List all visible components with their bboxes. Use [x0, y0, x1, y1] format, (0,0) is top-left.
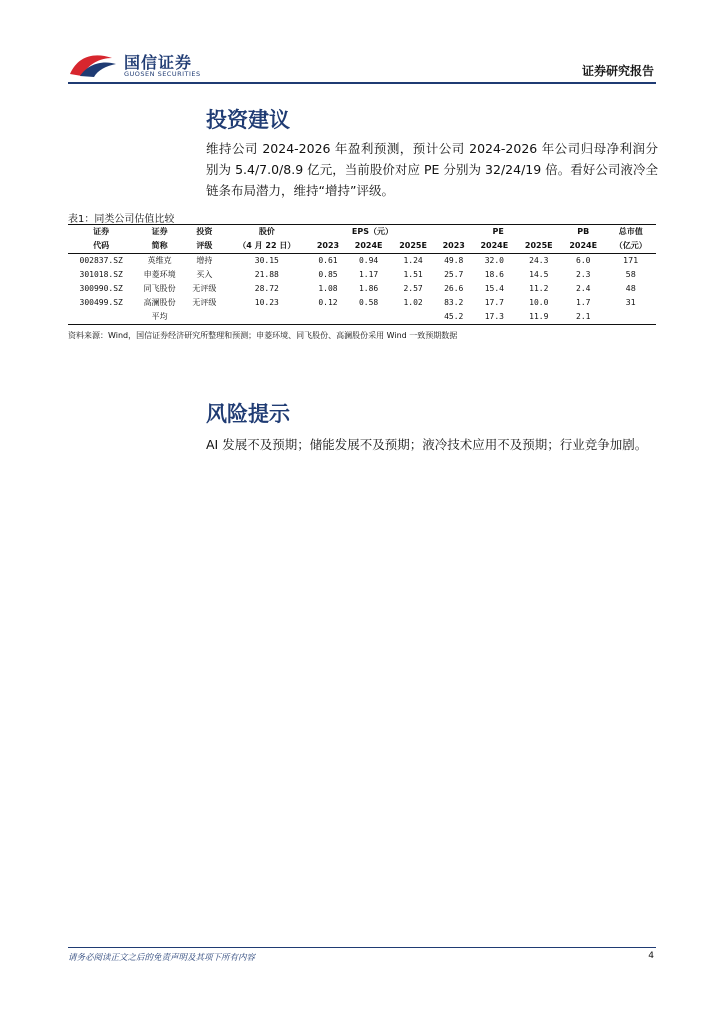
cell-mktcap: 48	[625, 284, 636, 293]
th-price-date: （4 月 22 日）	[224, 239, 310, 254]
risk-section-title: 风险提示	[206, 402, 290, 426]
cell-pb: 1.7	[576, 298, 591, 307]
cell-pe-2023: 25.7	[444, 270, 464, 279]
th-pb: PB	[561, 225, 605, 240]
valuation-table	[68, 224, 656, 325]
report-type-label: 证券研究报告	[581, 64, 654, 78]
cell-rating: 买入	[196, 270, 213, 279]
cell-avg-pe-2025e: 11.9	[517, 310, 561, 325]
th-price: 股价	[224, 225, 310, 240]
th-eps-2023: 2023	[310, 239, 347, 254]
cell-price: 30.15	[254, 256, 279, 265]
cell-eps-2024e: 0.94	[358, 256, 379, 265]
cell-pb: 6.0	[576, 256, 591, 265]
cell-pe-2023: 49.8	[444, 256, 464, 265]
table-row	[68, 254, 656, 269]
cell-code: 301018.SZ	[79, 270, 123, 279]
header-divider	[68, 82, 656, 84]
th-pe: PE	[435, 225, 561, 240]
cell-avg-pe-2023: 45.2	[435, 310, 472, 325]
table-header-row-2	[68, 239, 656, 254]
cell-code: 300990.SZ	[79, 284, 123, 293]
table-caption: 表1：同类公司估值比较	[68, 214, 175, 225]
cell-avg-label: 平均	[134, 310, 184, 325]
page-header	[68, 46, 656, 84]
cell-rating: 无评级	[192, 284, 217, 293]
th-pe-2025e: 2025E	[517, 239, 561, 254]
logo-text-en: GUOSEN SECURITIES	[124, 70, 201, 78]
cell-price: 28.72	[254, 284, 279, 293]
cell-eps-2024e: 1.86	[358, 284, 379, 293]
cell-price: 21.88	[254, 270, 279, 279]
th-eps-2025e: 2025E	[391, 239, 435, 254]
table-row	[68, 282, 656, 296]
cell-pe-2023: 26.6	[444, 284, 464, 293]
guosen-logo	[68, 46, 258, 82]
cell-avg-pe-2024e: 17.3	[472, 310, 516, 325]
th-pe-2024e: 2024E	[472, 239, 516, 254]
cell-pe-2025e: 24.3	[529, 256, 549, 265]
cell-eps-2023: 0.12	[318, 298, 338, 307]
table-source-note: 资料来源：Wind，国信证券经济研究所整理和预测；申菱环境、同飞股份、高澜股份采用 Wind 一致预期数据	[68, 331, 458, 340]
th-name-2: 简称	[134, 239, 184, 254]
cell-code: 002837.SZ	[79, 256, 123, 265]
cell-name: 高澜股份	[143, 298, 176, 307]
cell-eps-2023: 0.85	[318, 270, 338, 279]
cell-avg-pb: 2.1	[561, 310, 605, 325]
cell-pe-2025e: 14.5	[529, 270, 549, 279]
cell-pe-2024e: 18.6	[484, 270, 504, 279]
th-rating: 投资	[185, 225, 224, 240]
footer-divider	[68, 947, 656, 948]
cell-rating: 增持	[196, 256, 213, 265]
th-mktcap: 总市值	[605, 225, 656, 240]
cell-code: 300499.SZ	[79, 298, 123, 307]
cell-price: 10.23	[254, 298, 279, 307]
cell-pe-2025e: 10.0	[529, 298, 549, 307]
th-pe-2023: 2023	[435, 239, 472, 254]
cell-pe-2024e: 32.0	[484, 256, 504, 265]
table-row	[68, 296, 656, 310]
guosen-logo-icon	[68, 50, 118, 78]
risk-paragraph: AI 发展不及预期；储能发展不及预期；液冷技术应用不及预期；行业竞争加剧。	[206, 437, 648, 452]
cell-mktcap: 58	[625, 270, 636, 279]
table-header-row-1	[68, 225, 656, 240]
cell-eps-2025e: 1.24	[403, 256, 423, 265]
table-avg-row	[68, 310, 656, 325]
cell-pe-2024e: 15.4	[484, 284, 504, 293]
cell-eps-2024e: 1.17	[358, 270, 379, 279]
th-name: 证券	[134, 225, 184, 240]
cell-name: 申菱环境	[143, 270, 176, 279]
cell-eps-2024e: 0.58	[358, 298, 379, 307]
cell-mktcap: 31	[625, 298, 636, 307]
cell-eps-2023: 1.08	[318, 284, 338, 293]
cell-eps-2025e: 2.57	[403, 284, 423, 293]
disclaimer-note: 请务必阅读正文之后的免责声明及其项下所有内容	[68, 953, 256, 963]
cell-eps-2023: 0.61	[318, 256, 338, 265]
cell-mktcap: 171	[623, 256, 639, 265]
th-eps-2024e: 2024E	[346, 239, 390, 254]
cell-name: 英维克	[147, 256, 172, 265]
table-row	[68, 268, 656, 282]
th-code-2: 代码	[68, 239, 134, 254]
th-eps: EPS（元）	[310, 225, 436, 240]
page-number: 4	[648, 951, 654, 961]
th-code: 证券	[68, 225, 134, 240]
cell-eps-2025e: 1.02	[403, 298, 423, 307]
cell-name: 同飞股份	[143, 284, 176, 293]
cell-pe-2023: 83.2	[444, 298, 464, 307]
th-mktcap-unit: （亿元）	[605, 239, 656, 254]
cell-rating: 无评级	[192, 298, 217, 307]
logo-text-cn: 国信证券	[124, 53, 193, 72]
cell-pb: 2.4	[576, 284, 591, 293]
cell-pe-2024e: 17.7	[484, 298, 504, 307]
invest-section-title: 投资建议	[206, 108, 290, 132]
invest-paragraph: 维持公司 2024-2026 年盈利预测，预计公司 2024-2026 年公司归母净利润分别为 5.4/7.0/8.9 亿元，当前股价对应 PE 分别为 32/24/19 倍。看好公司液冷全链条布局潜力，维持“增持”评级。	[206, 141, 658, 198]
th-rating-2: 评级	[185, 239, 224, 254]
th-pb-2024e: 2024E	[561, 239, 605, 254]
cell-pe-2025e: 11.2	[529, 284, 549, 293]
cell-pb: 2.3	[576, 270, 591, 279]
cell-eps-2025e: 1.51	[403, 270, 423, 279]
